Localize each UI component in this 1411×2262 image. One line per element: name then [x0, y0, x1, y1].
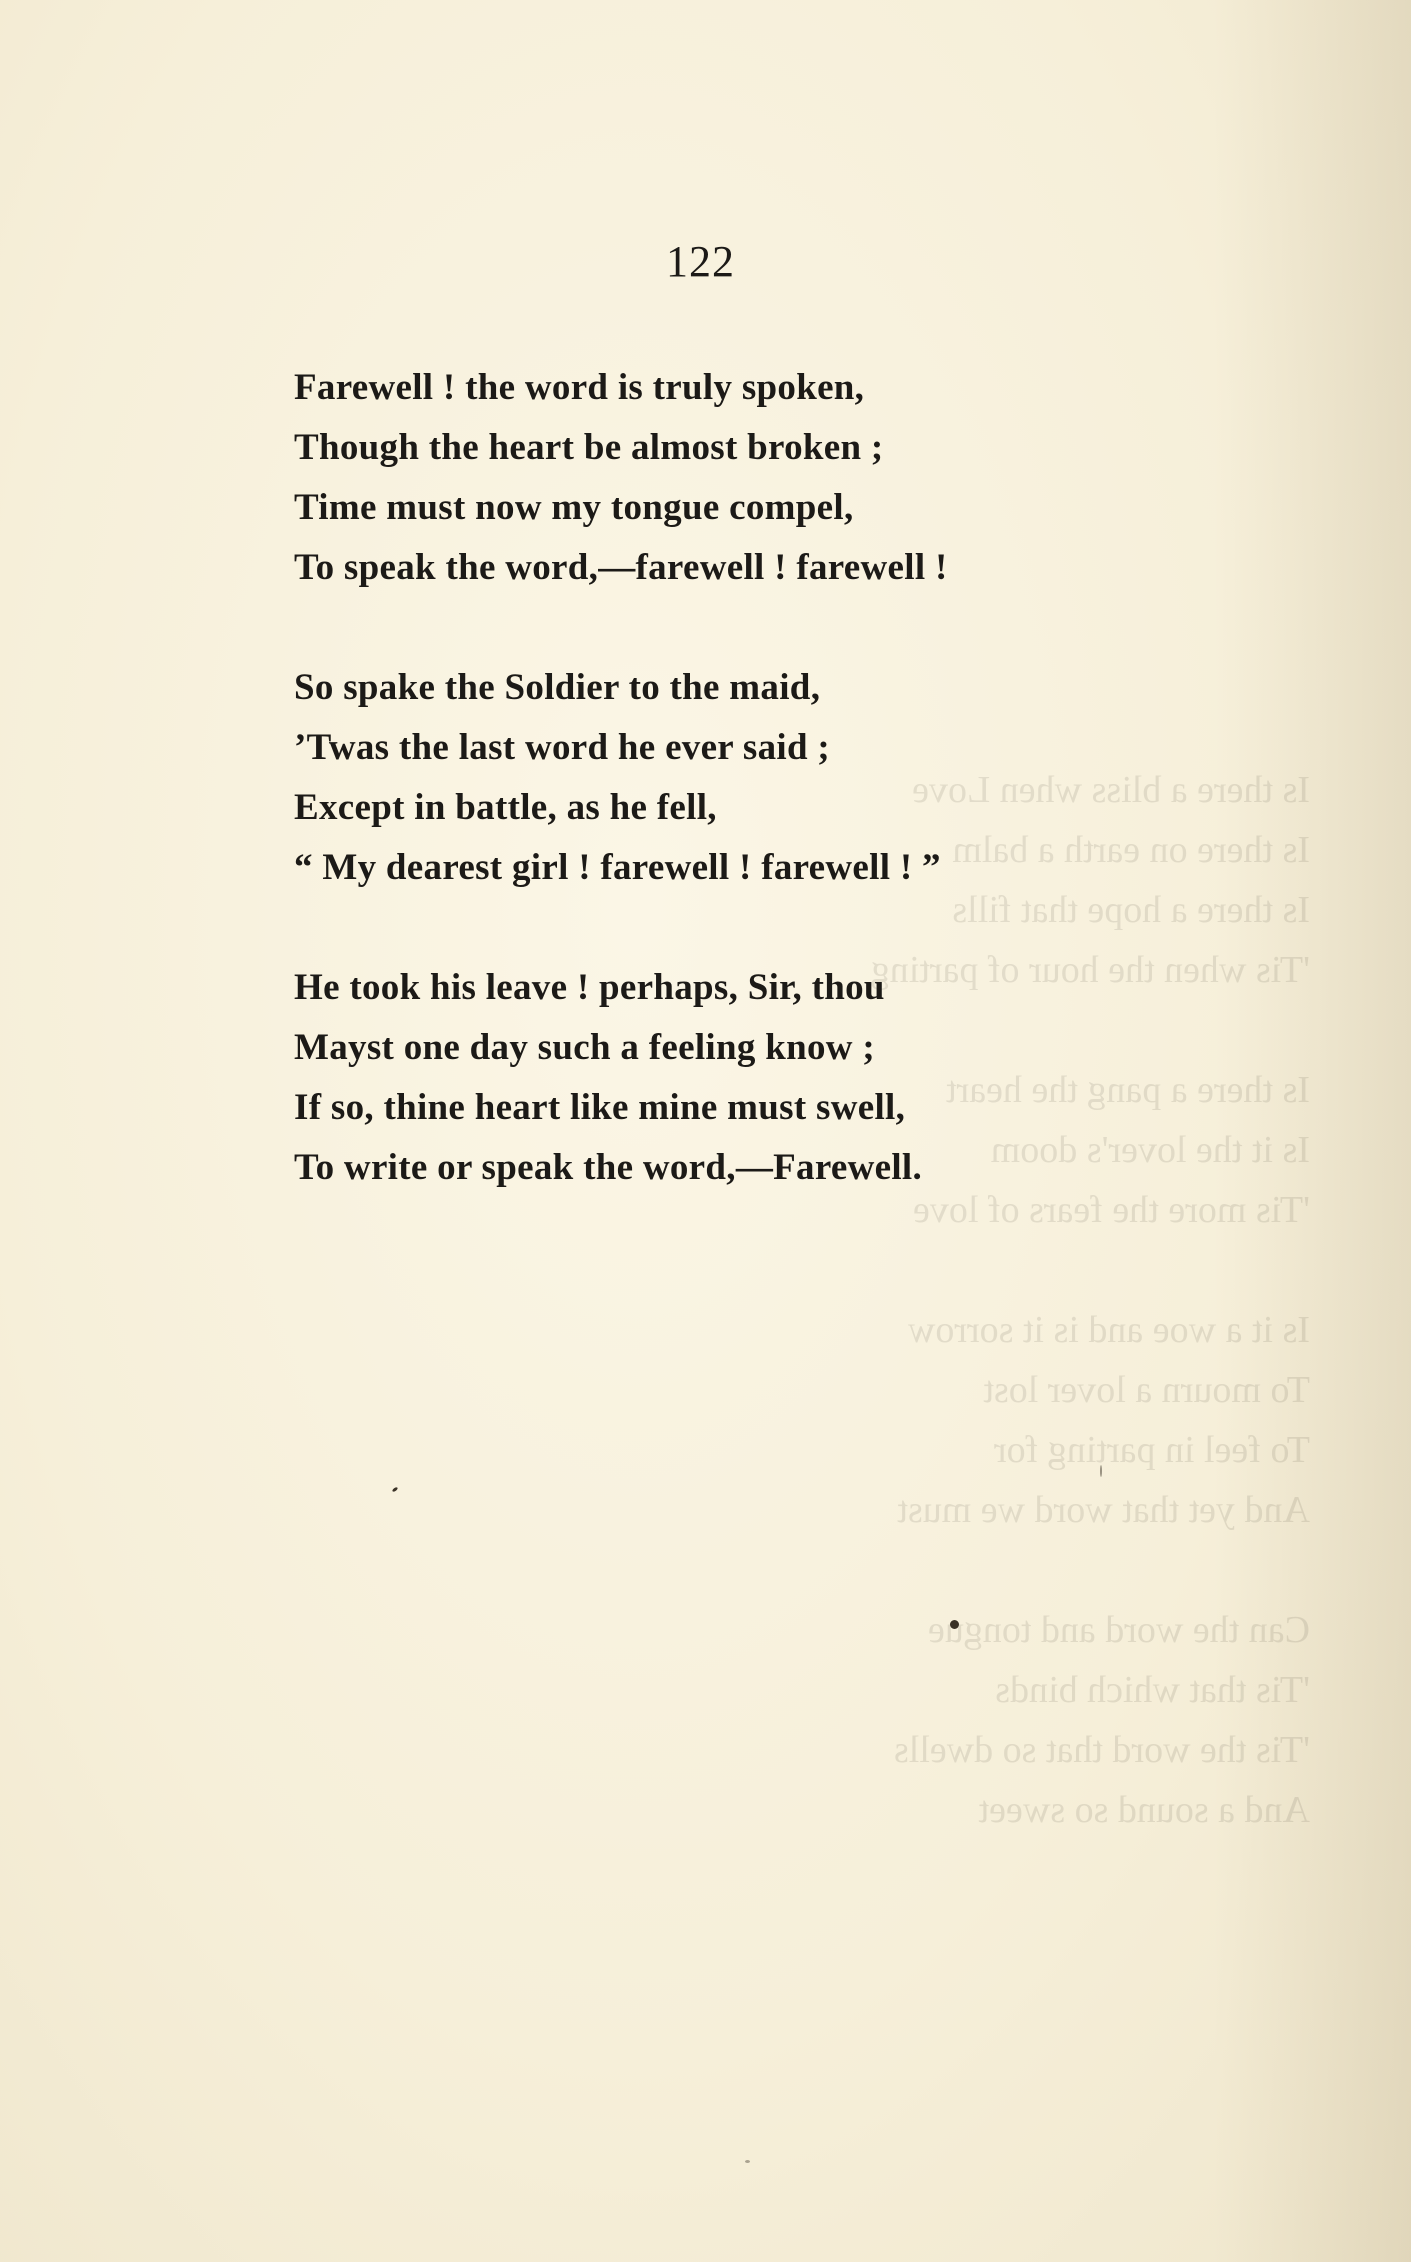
poem-line: To speak the word,—farewell ! farewell !: [294, 547, 948, 588]
page-number: 122: [666, 237, 735, 286]
stanza-2: [294, 658, 1114, 898]
poem: [294, 358, 1114, 1258]
paper-speck: [950, 1620, 959, 1629]
poem-line: Though the heart be almost broken ;: [294, 427, 884, 468]
paper-speck: [392, 1487, 399, 1493]
paper-speck: [745, 2160, 750, 2163]
stanza-1: [294, 358, 1114, 598]
poem-line: He took his leave ! perhaps, Sir, thou: [294, 967, 885, 1008]
poem-line: “ My dearest girl ! farewell ! farewell ! ”: [294, 847, 941, 888]
poem-line: Time must now my tongue compel,: [294, 487, 854, 528]
stanza-3: [294, 958, 1114, 1198]
poem-line: Except in battle, as he fell,: [294, 787, 717, 828]
poem-line: ’Twas the last word he ever said ;: [294, 727, 831, 768]
paper-speck: [1100, 1465, 1102, 1477]
poem-line: If so, thine heart like mine must swell,: [294, 1087, 906, 1128]
poem-line: Mayst one day such a feeling know ;: [294, 1027, 875, 1068]
poem-line: To write or speak the word,—Farewell.: [294, 1147, 923, 1188]
poem-line: Farewell ! the word is truly spoken,: [294, 367, 865, 408]
poem-line: So spake the Soldier to the maid,: [294, 667, 821, 708]
bleed-through-texture: Is there a bliss when Love Is there on earth a balm Is there a hope that fills 'Tis when the hour of parting Is there a pang the heart Is it the lover's doom 'Tis more the fears of love Is it a woe and is it sorrow To mourn a lover lost To feel in parting for And yet that word we must Can the word and tongue 'Tis that which binds 'Tis the word that so dwells And a sound so sweet: [870, 769, 1310, 1831]
